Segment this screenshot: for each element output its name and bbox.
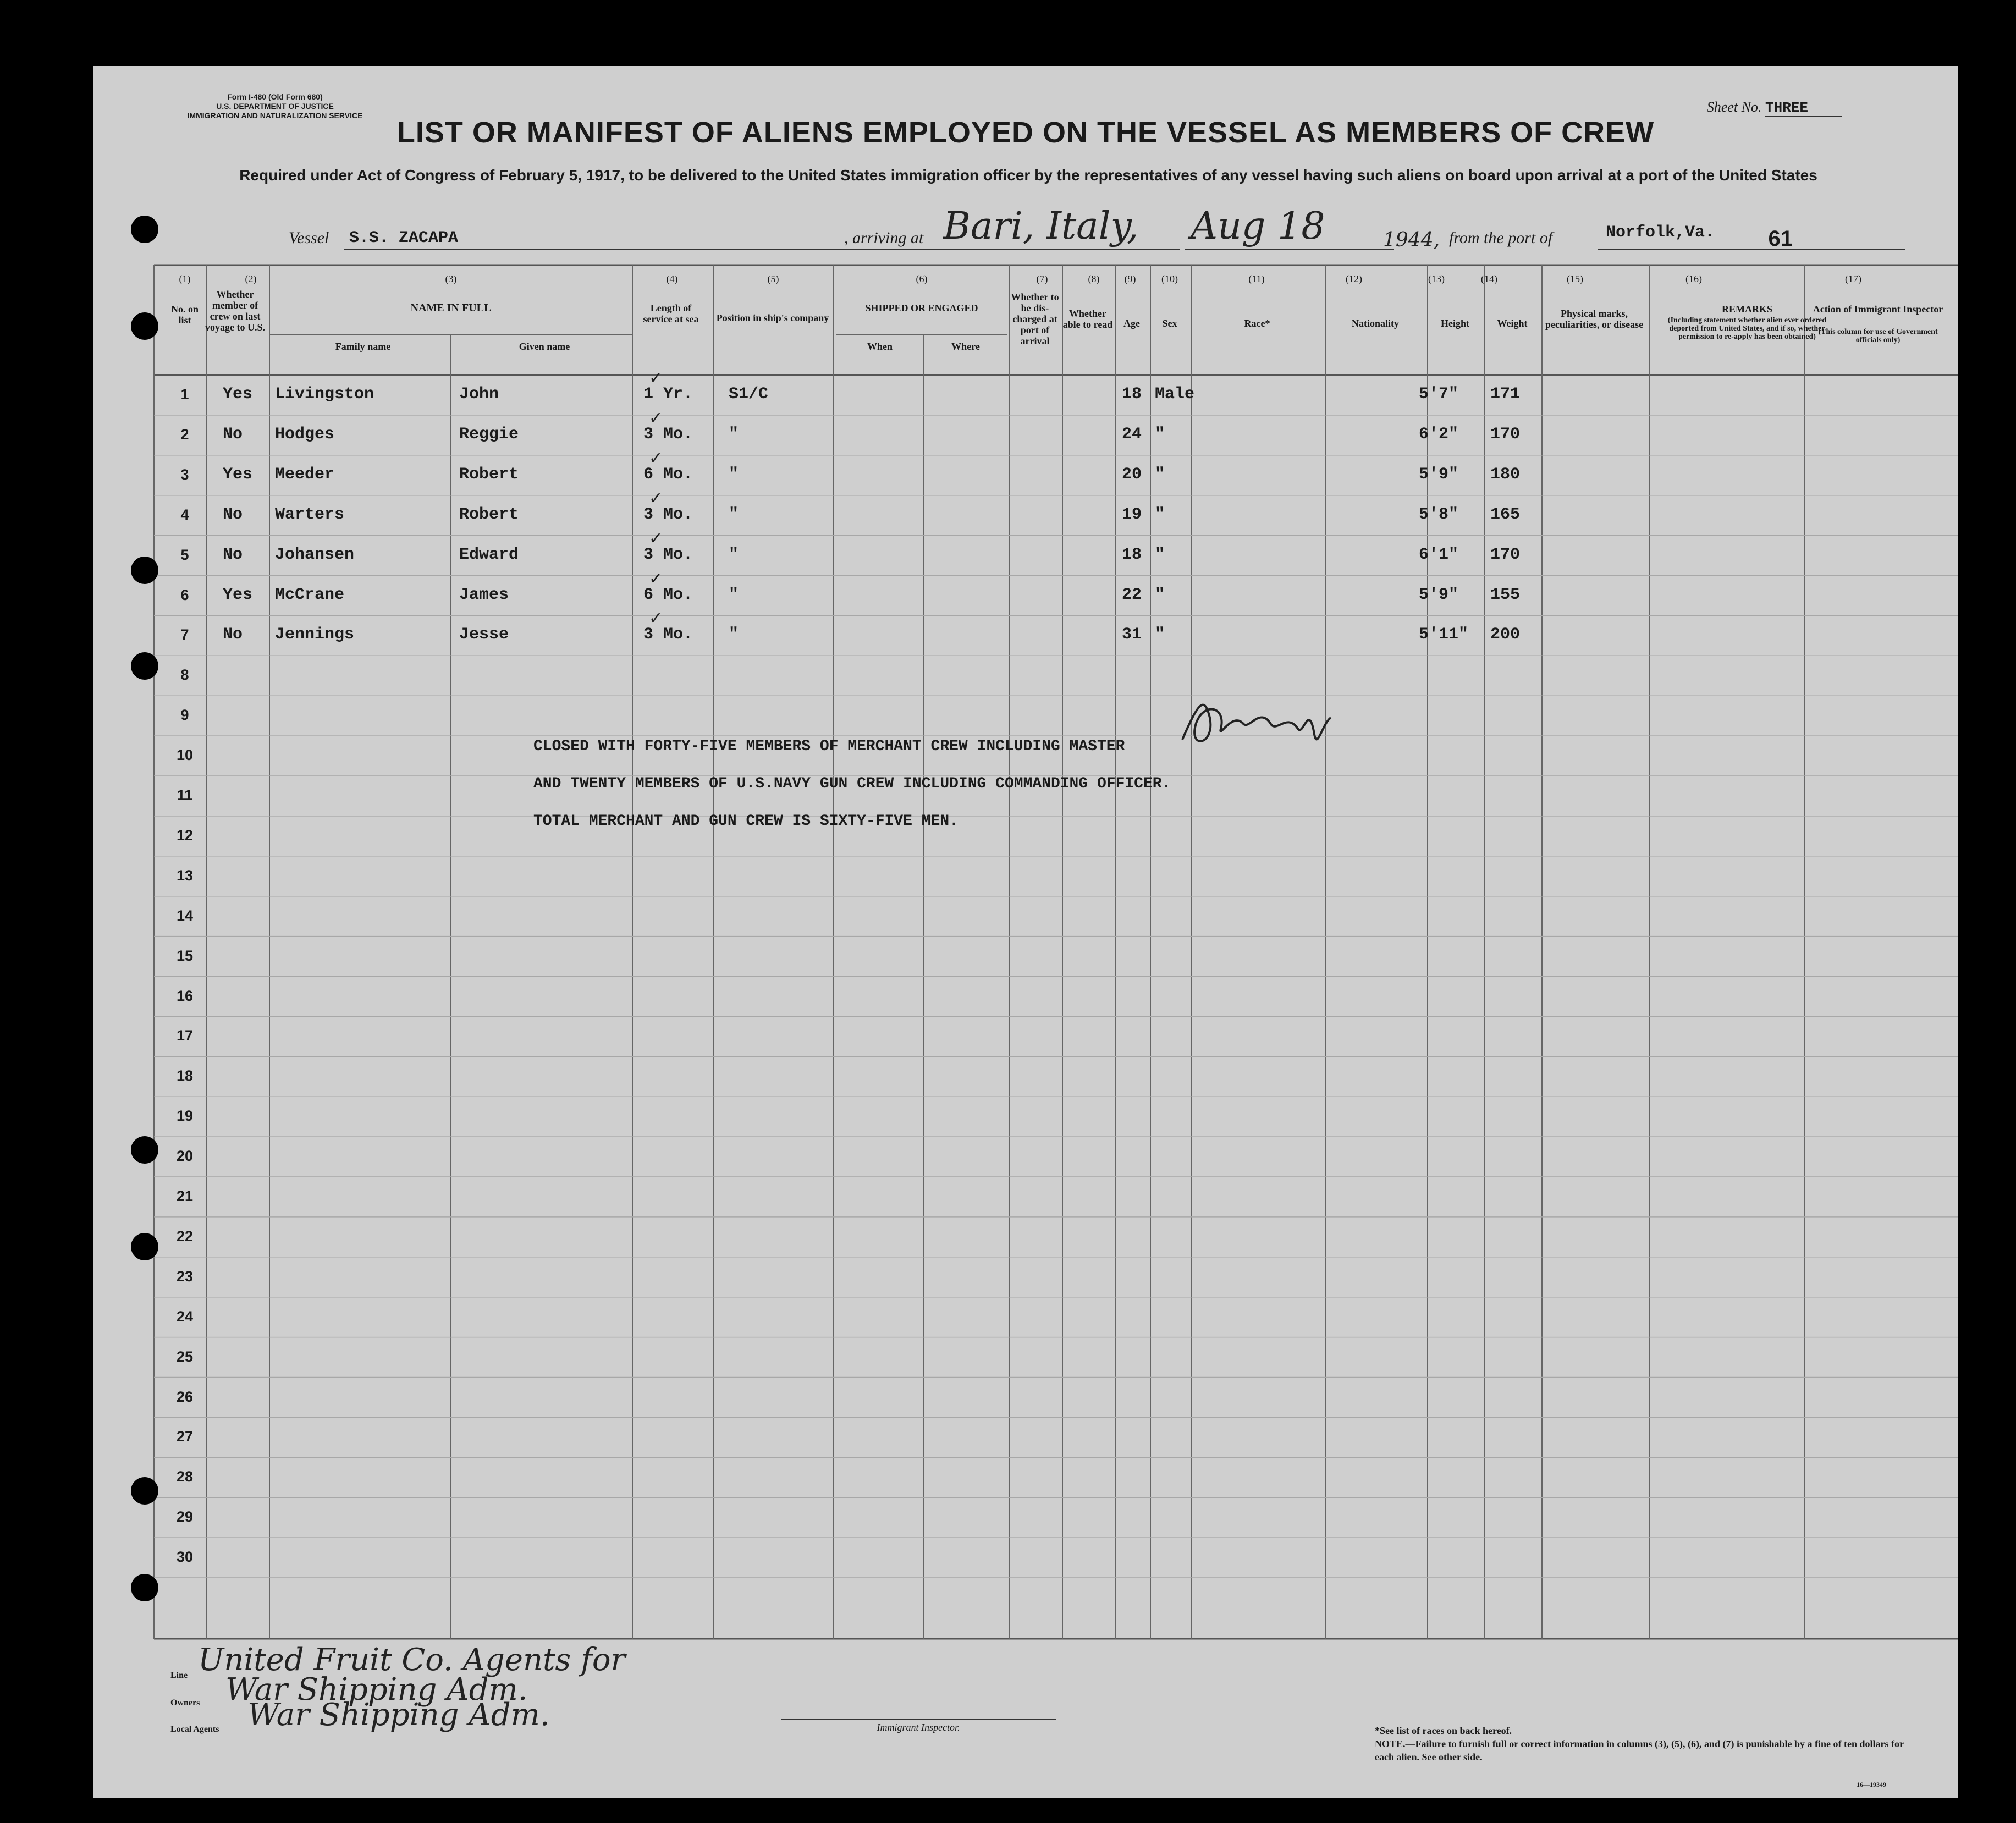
header-no-on-list: No. on list	[170, 304, 199, 326]
column-number: (16)	[1685, 273, 1702, 284]
agents-value: War Shipping Adm.	[247, 1697, 550, 1733]
closing-note-line: TOTAL MERCHANT AND GUN CREW IS SIXTY-FIVE MEN.	[533, 813, 959, 830]
check-mark-icon: ✓	[649, 569, 663, 588]
header-action: Action of Immigrant Inspector	[1813, 304, 1943, 315]
row-number: 20	[176, 1148, 194, 1165]
cell-given: Robert	[459, 505, 519, 524]
row-number: 9	[180, 707, 189, 724]
punch-hole	[131, 216, 158, 243]
punch-hole	[131, 1477, 158, 1505]
header-last-voyage: Whether member of crew on last voyage to U.S.	[205, 289, 265, 333]
cell-sex: "	[1155, 545, 1165, 564]
row-number: 12	[176, 827, 194, 844]
cell-height: 5'8"	[1419, 505, 1459, 524]
cell-voyage: No	[223, 625, 243, 645]
cell-position: "	[729, 585, 739, 604]
row-number: 8	[180, 667, 189, 684]
cell-voyage: No	[223, 545, 243, 564]
cell-family: Hodges	[275, 425, 335, 444]
cell-position: "	[729, 465, 739, 484]
column-number: (3)	[445, 273, 457, 284]
vessel-label: Vessel	[289, 229, 329, 247]
column-number: (2)	[245, 273, 257, 284]
row-number: 24	[176, 1308, 194, 1325]
cell-height: 6'2"	[1419, 425, 1459, 444]
row-number: 21	[176, 1188, 194, 1204]
sheet-number: 61	[1768, 227, 1793, 251]
cell-family: Jennings	[275, 625, 355, 645]
header-action-sub: (This column for use of Government officials only)	[1818, 328, 1938, 344]
cell-age: 18	[1122, 385, 1142, 404]
header-position: Position in ship's company	[716, 312, 829, 323]
inspector-signature-line: Immigrant Inspector.	[781, 1719, 1056, 1733]
signature	[1166, 685, 1342, 762]
port-label: from the port of	[1449, 229, 1553, 247]
cell-voyage: Yes	[223, 385, 253, 404]
cell-family: McCrane	[275, 585, 345, 604]
row-number: 19	[176, 1108, 194, 1125]
column-number: (11)	[1248, 273, 1265, 284]
header-remarks-sub: (Including statement whether alien ever ordered deported from United States, and if so, whether permission to re-apply has been obtained)	[1667, 316, 1827, 341]
header-length-service: Length of service at sea	[643, 302, 699, 324]
row-number: 7	[180, 626, 189, 643]
cell-service: 3 Mo.	[643, 545, 693, 564]
row-number: 29	[176, 1508, 194, 1525]
cell-given: Edward	[459, 545, 519, 564]
cell-weight: 170	[1490, 545, 1521, 564]
service-name: IMMIGRATION AND NATURALIZATION SERVICE	[187, 111, 363, 120]
row-number: 30	[176, 1549, 194, 1566]
cell-service: 6 Mo.	[643, 465, 693, 484]
check-mark-icon: ✓	[649, 528, 663, 548]
header-physical-marks: Physical marks, peculiarities, or disease	[1545, 308, 1644, 330]
owners-label: Owners	[170, 1698, 200, 1708]
check-mark-icon: ✓	[649, 488, 663, 508]
cell-age: 31	[1122, 625, 1142, 645]
cell-position: "	[729, 545, 739, 564]
cell-given: Jesse	[459, 625, 509, 645]
punch-hole	[131, 312, 158, 340]
vessel-name: S.S. ZACAPA	[349, 229, 459, 247]
closing-note-line: CLOSED WITH FORTY-FIVE MEMBERS OF MERCHANT CREW INCLUDING MASTER	[533, 738, 1125, 755]
cell-voyage: Yes	[223, 465, 253, 484]
cell-age: 18	[1122, 545, 1142, 564]
cell-service: 3 Mo.	[643, 425, 693, 444]
header-shipped: SHIPPED OR ENGAGED	[865, 302, 978, 313]
column-number: (6)	[916, 273, 928, 284]
cell-height: 5'11"	[1419, 625, 1469, 645]
cell-height: 6'1"	[1419, 545, 1459, 564]
department-name: U.S. DEPARTMENT OF JUSTICE	[216, 102, 334, 111]
closing-note-line: AND TWENTY MEMBERS OF U.S.NAVY GUN CREW INCLUDING COMMANDING OFFICER.	[533, 775, 1171, 792]
header-name-in-full: NAME IN FULL	[410, 302, 492, 314]
header-height: Height	[1441, 318, 1469, 329]
cell-age: 22	[1122, 585, 1142, 604]
cell-sex: Male	[1155, 385, 1195, 404]
cell-age: 20	[1122, 465, 1142, 484]
row-number: 1	[180, 386, 189, 403]
agents-label: Local Agents	[170, 1725, 219, 1734]
arrival-date: Aug 18	[1191, 205, 1325, 248]
column-number: (5)	[767, 273, 779, 284]
header-remarks: REMARKS	[1721, 304, 1772, 315]
form-number: Form I-480 (Old Form 680)	[227, 92, 323, 101]
cell-height: 5'9"	[1419, 585, 1459, 604]
races-note: *See list of races on back hereof.	[1375, 1725, 1512, 1736]
header-able-read: Whether able to read	[1062, 308, 1113, 330]
header-nationality: Nationality	[1351, 318, 1399, 329]
cell-family: Meeder	[275, 465, 335, 484]
row-number: 14	[176, 907, 194, 924]
cell-height: 5'9"	[1419, 465, 1459, 484]
row-number: 6	[180, 586, 189, 603]
column-number: (15)	[1567, 273, 1583, 284]
column-number: (7)	[1036, 273, 1048, 284]
cell-weight: 155	[1490, 585, 1521, 604]
column-number: (8)	[1088, 273, 1100, 284]
row-number: 25	[176, 1348, 194, 1365]
row-number: 17	[176, 1027, 194, 1044]
cell-service: 3 Mo.	[643, 505, 693, 524]
check-mark-icon: ✓	[649, 368, 663, 388]
row-number: 22	[176, 1227, 194, 1244]
cell-weight: 171	[1490, 385, 1521, 404]
sheet-no-label: Sheet No.	[1706, 99, 1762, 115]
cell-service: 1 Yr.	[643, 385, 693, 404]
cell-sex: "	[1155, 465, 1165, 484]
cell-given: James	[459, 585, 509, 604]
cell-given: Reggie	[459, 425, 519, 444]
cell-position: "	[729, 505, 739, 524]
header-sex: Sex	[1162, 318, 1177, 329]
form-code: 16—19349	[1857, 1781, 1886, 1788]
cell-weight: 170	[1490, 425, 1521, 444]
column-number: (1)	[179, 273, 191, 284]
cell-given: Robert	[459, 465, 519, 484]
punch-hole	[131, 1136, 158, 1164]
header-age: Age	[1123, 318, 1140, 329]
header-race: Race*	[1244, 318, 1270, 329]
cell-weight: 200	[1490, 625, 1521, 645]
row-number: 2	[180, 426, 189, 443]
cell-position: "	[729, 625, 739, 645]
column-number: (12)	[1346, 273, 1362, 284]
cell-family: Warters	[275, 505, 345, 524]
cell-sex: "	[1155, 585, 1165, 604]
punch-hole	[131, 557, 158, 584]
owners-value: War Shipping Adm.	[225, 1672, 528, 1708]
cell-height: 5'7"	[1419, 385, 1459, 404]
cell-service: 6 Mo.	[643, 585, 693, 604]
cell-position: S1/C	[729, 385, 769, 404]
cell-family: Johansen	[275, 545, 355, 564]
row-number: 3	[180, 466, 189, 483]
column-number: (4)	[666, 273, 678, 284]
penalty-note: NOTE.—Failure to furnish full or correct information in columns (3), (5), (6), and (7) is punishable by a fine of ten dollars for each alien. See other side.	[1375, 1738, 1904, 1763]
cell-age: 19	[1122, 505, 1142, 524]
page-title: LIST OR MANIFEST OF ALIENS EMPLOYED ON THE VESSEL AS MEMBERS OF CREW	[396, 116, 1655, 149]
arriving-at: Bari, Italy,	[943, 205, 1139, 248]
page-subtitle: Required under Act of Congress of February 5, 1917, to be delivered to the United States immigration officer by the representatives of any vessel having such aliens on board upon arrival at a port of the United States	[239, 167, 1817, 184]
check-mark-icon: ✓	[649, 408, 663, 428]
header-where: Where	[951, 341, 980, 352]
column-number: (10)	[1161, 273, 1178, 284]
arriving-label: , arriving at	[844, 229, 924, 247]
header-discharged: Whether to be dis-charged at port of arrival	[1011, 291, 1059, 346]
line-label: Line	[170, 1671, 188, 1680]
header-weight: Weight	[1497, 318, 1528, 329]
cell-voyage: Yes	[223, 585, 253, 604]
row-number: 11	[177, 787, 193, 803]
row-number: 15	[176, 947, 194, 964]
cell-age: 24	[1122, 425, 1142, 444]
cell-voyage: No	[223, 505, 243, 524]
row-number: 16	[176, 987, 194, 1004]
column-number: (14)	[1481, 273, 1497, 284]
row-number: 23	[176, 1268, 194, 1285]
cell-position: "	[729, 425, 739, 444]
row-number: 26	[176, 1388, 194, 1405]
row-number: 5	[180, 546, 189, 563]
port-name: Norfolk,Va.	[1606, 223, 1715, 242]
punch-hole	[131, 652, 158, 680]
row-number: 10	[176, 747, 194, 764]
cell-given: John	[459, 385, 499, 404]
punch-hole	[131, 1574, 158, 1601]
column-number: (9)	[1124, 273, 1136, 284]
arrival-year-value: 1944,	[1383, 229, 1440, 251]
header-family-name: Family name	[335, 341, 391, 352]
row-number: 18	[176, 1067, 194, 1084]
cell-sex: "	[1155, 425, 1165, 444]
column-number: (13)	[1428, 273, 1445, 284]
check-mark-icon: ✓	[649, 609, 663, 629]
header-when: When	[867, 341, 893, 352]
cell-service: 3 Mo.	[643, 625, 693, 645]
cell-voyage: No	[223, 425, 243, 444]
row-number: 4	[180, 506, 189, 523]
header-given-name: Given name	[519, 341, 570, 352]
cell-sex: "	[1155, 625, 1165, 645]
footnote	[1375, 1724, 1914, 1764]
line-value: United Fruit Co. Agents for	[198, 1642, 626, 1678]
cell-weight: 165	[1490, 505, 1521, 524]
row-number: 27	[176, 1428, 194, 1445]
punch-hole	[131, 1233, 158, 1260]
cell-weight: 180	[1490, 465, 1521, 484]
row-number: 13	[176, 867, 194, 884]
sheet-no-value: THREE	[1765, 100, 1842, 117]
row-number: 28	[176, 1468, 194, 1485]
column-number: (17)	[1845, 273, 1861, 284]
check-mark-icon: ✓	[649, 448, 663, 468]
manifest-sheet	[93, 66, 1958, 1798]
cell-family: Livingston	[275, 385, 374, 404]
cell-sex: "	[1155, 505, 1165, 524]
